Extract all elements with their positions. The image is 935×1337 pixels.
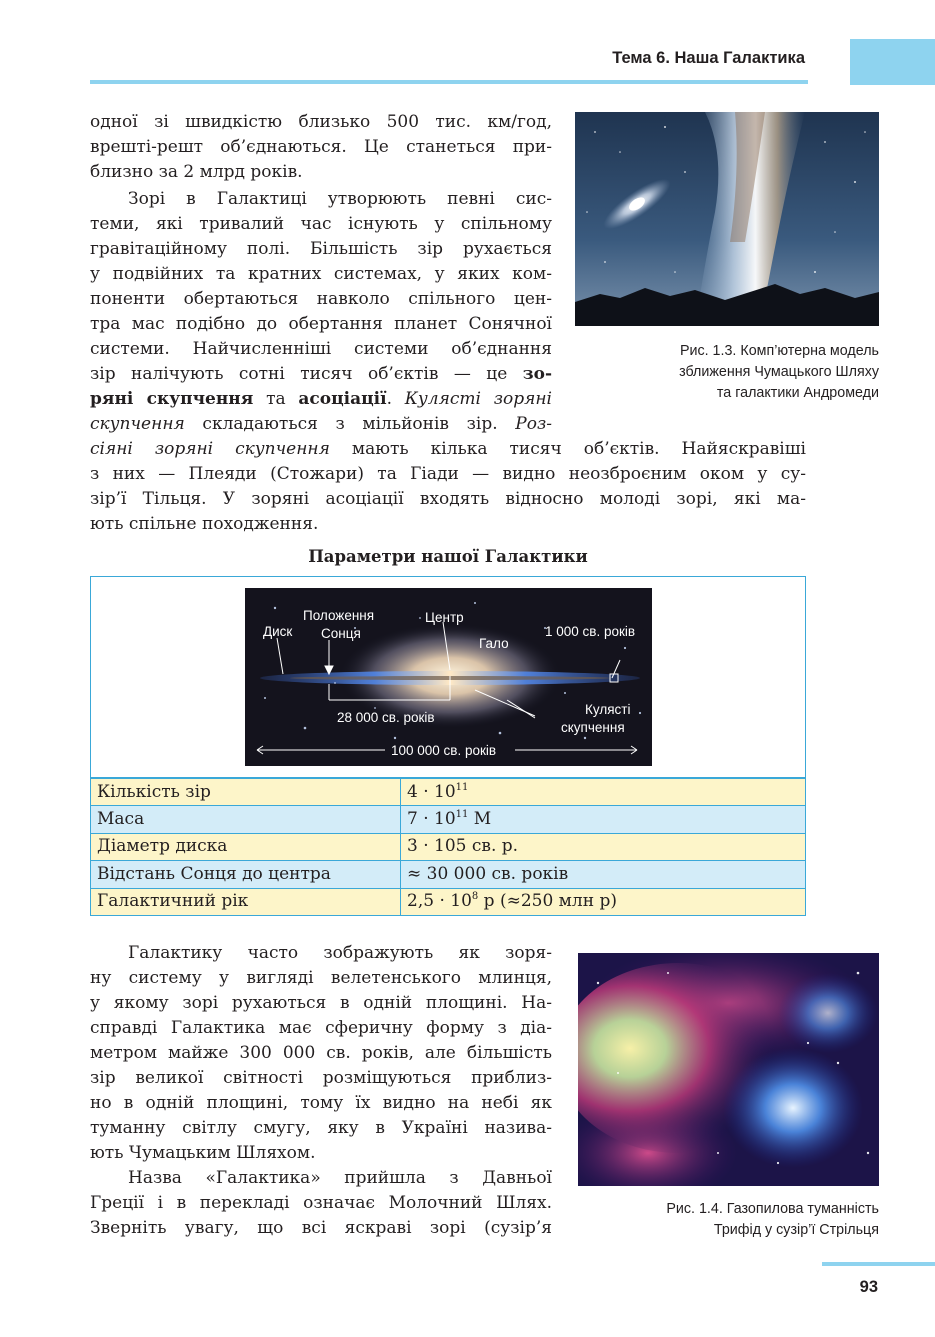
row-label: Діаметр диска	[91, 833, 401, 860]
page-number: 93	[859, 1278, 878, 1296]
value-text: р (≈250 млн р)	[478, 891, 617, 912]
text-block-2	[90, 187, 552, 437]
value-exponent: 8	[471, 891, 479, 903]
text-line: гравітаційному полі. Більшість зір рухається	[90, 239, 552, 259]
caption-line: Рис. 1.4. Газопилова туманність	[666, 1201, 879, 1217]
text-line: метром майже 300 000 св. років, але більшість	[90, 1043, 552, 1063]
caption-line: Трифід у сузір’ї Стрільця	[713, 1222, 879, 1238]
italic-term: сіяні зоряні скупчення	[90, 439, 330, 459]
row-label: Кількість зір	[91, 779, 401, 806]
text-line: врешті-решт об’єднаються. Це станеться при-	[90, 137, 552, 157]
value-text: ≈ 30 000 св. років	[407, 863, 569, 884]
label-globular-clusters-2: скупчення	[561, 720, 625, 735]
text-block-4	[90, 941, 552, 1166]
row-value	[401, 861, 806, 888]
chapter-title: Тема 6. Наша Галактика	[612, 49, 805, 67]
table-row	[91, 806, 806, 833]
text-line: одної зі швидкістю близько 500 тис. км/год,	[90, 112, 552, 132]
caption-line: та галактики Андромеди	[716, 385, 879, 401]
figure-1-4-caption	[578, 1199, 879, 1241]
trifid-nebula-image	[578, 953, 879, 1186]
value-text: 2,5 · 10	[407, 891, 472, 912]
table-title: Параметри нашої Галактики	[308, 547, 588, 566]
caption-line: Рис. 1.3. Комп’ютерна модель	[679, 343, 879, 359]
table-row	[91, 861, 806, 888]
text-line: поненти обертаються навколо спільного цен-	[90, 289, 552, 309]
label-globular-clusters: Кулясті	[585, 702, 631, 717]
bold-term: ряні скупчення	[90, 389, 254, 409]
value-text: 7 · 10	[407, 809, 456, 830]
text-line: Зорі в Галактиці утворюють певні сис-	[128, 189, 552, 209]
text-line	[90, 362, 552, 387]
table-row	[91, 779, 806, 806]
text-line	[90, 412, 552, 437]
text-line: тра мас подібно до обертання планет Сонячної	[90, 314, 552, 334]
text-line: туманну світлу смугу, яку в Україні назива-	[90, 1118, 552, 1138]
value-text: M	[468, 809, 492, 830]
row-value	[401, 806, 806, 833]
text-line: у подвійних та кратних системах, у яких ком-	[90, 264, 552, 284]
italic-term: Кулясті зоряні	[404, 389, 552, 409]
italic-term: Роз-	[515, 414, 552, 434]
label-halo: Гало	[479, 636, 509, 651]
label-sun-position-2: Сонця	[321, 626, 361, 641]
label-halo-thickness: 1 000 св. років	[545, 624, 636, 639]
text-line: Назва «Галактика» прийшла з Давньої	[128, 1168, 552, 1188]
text-line: но в одній площині, тому їх видно на небі як	[90, 1093, 552, 1113]
row-value	[401, 779, 806, 806]
label-sun-distance: 28 000 св. років	[337, 710, 435, 725]
text-line: у якому зорі рухаються в одній площині. На-	[90, 993, 552, 1013]
text-span: .	[386, 389, 405, 409]
value-text: 3 · 105 св. р.	[407, 836, 519, 857]
table-row	[91, 833, 806, 860]
galaxy-parameters-table	[90, 778, 806, 916]
bold-term: асоціації	[298, 389, 387, 409]
text-line: ну систему у вигляді велетенського млинця,	[90, 968, 552, 988]
label-diameter: 100 000 св. років	[391, 743, 497, 758]
text-line: ють спільне походження.	[90, 514, 319, 534]
value-exponent: 11	[455, 809, 469, 821]
header-accent-box	[850, 39, 935, 85]
text-line: з них — Плеяди (Стожари) та Гіади — видно неозброєним оком у су-	[90, 464, 806, 484]
row-value	[401, 833, 806, 860]
text-block-5	[90, 1166, 552, 1241]
row-label: Галактичний рік	[91, 888, 401, 915]
header-rule	[90, 80, 808, 84]
text-line: близно за 2 млрд років.	[90, 162, 303, 182]
text-line: Греції і в перекладі означає Молочний Шлях.	[90, 1193, 552, 1213]
label-center: Центр	[425, 610, 464, 625]
footer-rule	[822, 1262, 935, 1266]
table-row	[91, 888, 806, 915]
text-span: та	[253, 389, 299, 409]
text-span: мають кілька тисяч об’єктів. Найяскравіші	[329, 439, 806, 459]
figure-1-3-caption	[575, 341, 879, 404]
text-block-3	[90, 437, 806, 537]
text-line: зір великої світності розміщуються приблиз-	[90, 1068, 552, 1088]
text-line: зір’ї Тільця. У зоряні асоціації входять відносно молоді зорі, які ма-	[90, 489, 806, 509]
text-line: ють Чумацьким Шляхом.	[90, 1143, 316, 1163]
row-label: Відстань Сонця до центра	[91, 861, 401, 888]
galaxy-merger-image	[575, 112, 879, 326]
bold-term: зо-	[522, 364, 552, 384]
text-line: Галактику часто зображують як зоря-	[128, 943, 552, 963]
row-label: Маса	[91, 806, 401, 833]
value-exponent: 11	[455, 781, 469, 793]
text-line: справді Галактика має сферичну форму з діа-	[90, 1018, 552, 1038]
text-line: Зверніть увагу, що всі яскраві зорі (сузір’я	[90, 1218, 552, 1238]
galaxy-structure-diagram	[245, 588, 652, 766]
label-sun-position: Положення	[303, 608, 375, 623]
value-text: 4 · 10	[407, 781, 456, 802]
text-line	[90, 387, 552, 412]
label-disk: Диск	[263, 624, 293, 639]
italic-term: скупчення	[90, 414, 185, 434]
text-span: складаються з мільйонів зір.	[184, 414, 516, 434]
row-value	[401, 888, 806, 915]
caption-line: зближення Чумацького Шляху	[679, 364, 879, 380]
text-span: зір налічують сотні тисяч об’єктів — це	[90, 364, 523, 384]
text-block-1	[90, 110, 552, 185]
text-line: теми, які тривалий час існують у спільному	[90, 214, 552, 234]
text-line	[90, 437, 806, 462]
text-line: системи. Найчисленніші системи об’єднання	[90, 339, 552, 359]
